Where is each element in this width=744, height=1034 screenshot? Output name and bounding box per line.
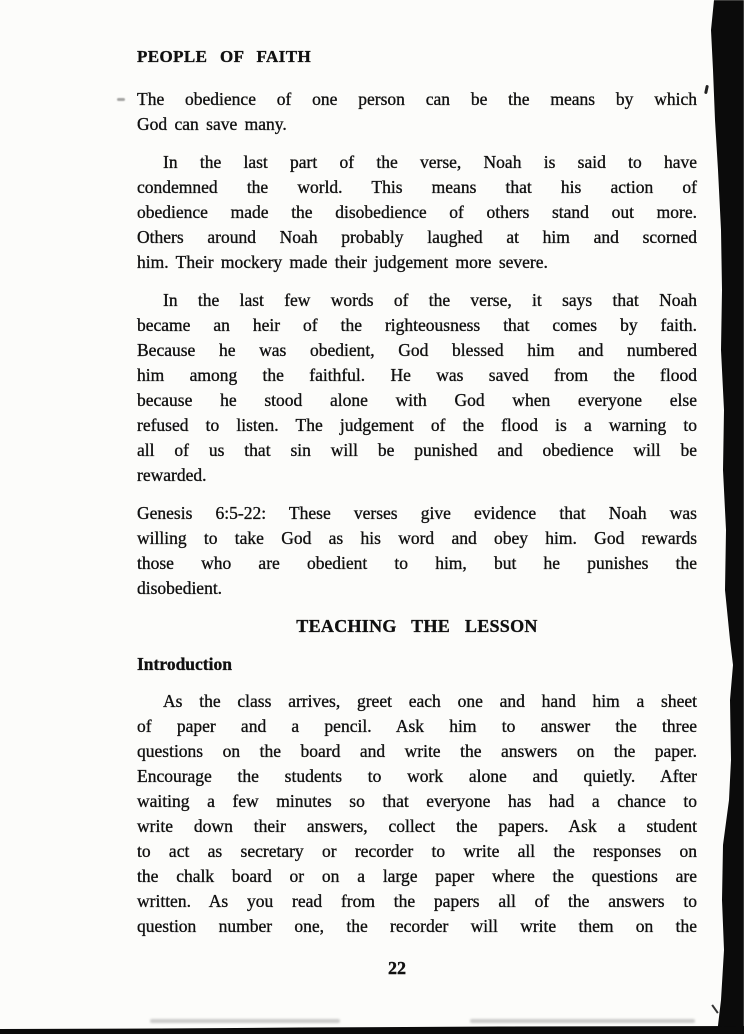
text-line: willing to take God as his word and obey him. God rewards	[137, 528, 697, 548]
text-line: of paper and a pencil. Ask him to answer the three	[137, 716, 697, 736]
scan-speck	[704, 85, 709, 94]
text-line: became an heir of the righteousness that comes by faith.	[137, 315, 697, 335]
text-line: The obedience of one person can be the means by which	[137, 89, 697, 109]
scan-smudge	[470, 1019, 695, 1023]
running-header: PEOPLE OF FAITH	[137, 47, 312, 66]
page-body	[137, 44, 697, 952]
text-line: disobedient.	[137, 578, 223, 598]
scan-gutter-shadow	[700, 0, 744, 1034]
text-line: As the class arrives, greet each one and hand him a sheet	[163, 691, 697, 711]
text-line: condemned the world. This means that his action of	[137, 177, 697, 197]
sub-heading: Introduction	[137, 654, 232, 674]
paragraph	[137, 87, 697, 137]
section-heading: TEACHING THE LESSON	[296, 616, 538, 636]
text-line: written. As you read from the papers all of the answers to	[137, 891, 697, 911]
paragraph	[137, 501, 697, 601]
text-line: Because he was obedient, God blessed him and numbered	[137, 340, 697, 360]
text-line: write down their answers, collect the papers. Ask a student	[137, 816, 697, 836]
text-line: In the last part of the verse, Noah is said to have	[163, 152, 697, 172]
scan-speck	[711, 1004, 718, 1013]
text-line: rewarded.	[137, 465, 207, 485]
text-line: In the last few words of the verse, it says that Noah	[163, 290, 697, 310]
text-line: Others around Noah probably laughed at him and scorned	[137, 227, 697, 247]
page-number: 22	[388, 958, 406, 978]
text-line: all of us that sin will be punished and obedience will be	[137, 440, 697, 460]
paragraph	[137, 689, 697, 939]
text-line: obedience made the disobedience of others stand out more.	[137, 202, 697, 222]
text-line: him. Their mockery made their judgement more severe.	[137, 252, 548, 272]
text-line: question number one, the recorder will write them on the	[137, 916, 697, 936]
text-line: refused to listen. The judgement of the flood is a warning to	[137, 415, 697, 435]
scan-speck	[117, 98, 125, 101]
text-line: Genesis 6:5-22: These verses give evidence that Noah was	[137, 503, 697, 523]
text-line: Encourage the students to work alone and quietly. After	[137, 766, 697, 786]
text-line: those who are obedient to him, but he punishes the	[137, 553, 697, 573]
paragraph	[137, 288, 697, 488]
text-line: the chalk board or on a large paper where the questions are	[137, 866, 697, 886]
scan-smudge	[150, 1019, 340, 1023]
text-line: him among the faithful. He was saved from the flood	[137, 365, 697, 385]
scan-bottom-edge	[0, 1024, 744, 1034]
paragraph	[137, 150, 697, 275]
text-line: because he stood alone with God when everyone else	[137, 390, 697, 410]
text-line: God can save many.	[137, 114, 287, 134]
text-line: waiting a few minutes so that everyone has had a chance to	[137, 791, 697, 811]
text-line: questions on the board and write the answers on the paper.	[137, 741, 697, 761]
text-line: to act as secretary or recorder to write all the responses on	[137, 841, 697, 861]
text-blocks	[137, 87, 697, 939]
